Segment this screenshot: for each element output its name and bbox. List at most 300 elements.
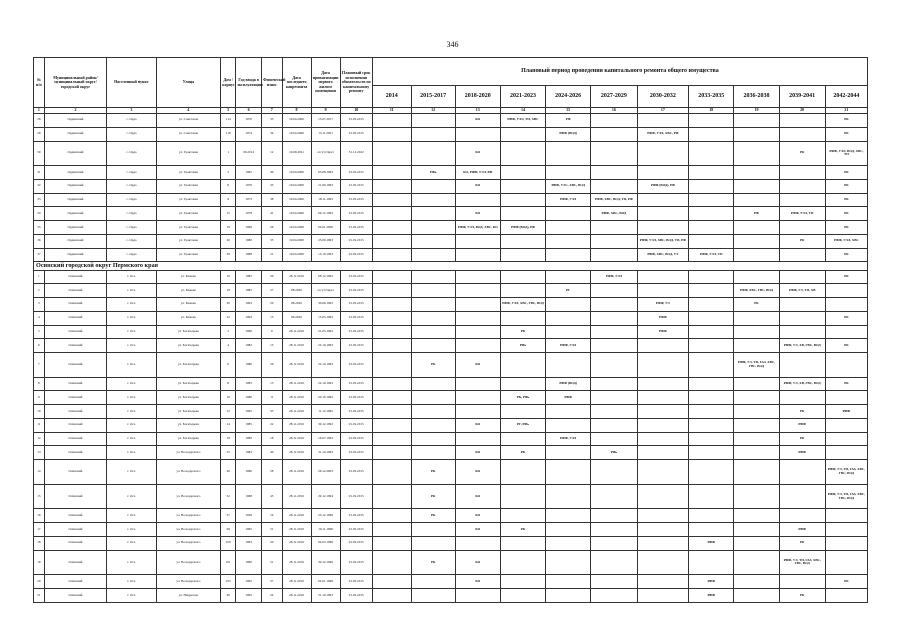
period-cell-2021-2023 (500, 536, 545, 550)
period-cell-2021-2023 (500, 575, 545, 589)
period-cell-2014 (372, 127, 411, 141)
period-cell-2030-2032 (637, 284, 689, 298)
period-cell-2042-2044 (825, 391, 867, 405)
column-number: 17 (637, 108, 689, 114)
column-number: 16 (591, 108, 637, 114)
settlement: г. Оса (107, 418, 156, 432)
period-cell-2015-2017 (411, 311, 455, 325)
period-cell-2042-2044: РК (825, 193, 867, 207)
year-built: 1985 (236, 270, 262, 284)
period-cell-2036-2038 (734, 460, 779, 485)
municipality: Ординский (44, 221, 106, 235)
period-cell-2027-2029 (591, 509, 637, 523)
period-cell-2021-2023: РК (500, 446, 545, 460)
column-number: 18 (689, 108, 734, 114)
municipality: Ординский (44, 179, 106, 193)
period-cell-2015-2017 (411, 589, 455, 603)
period-cell-2024-2026: РФФ (546, 391, 591, 405)
row-number: 9 (34, 391, 45, 405)
last-repair-date: 08.2020 (282, 298, 311, 312)
period-cell-2018-2020 (455, 234, 500, 248)
row-number: 29 (34, 127, 45, 141)
house: 99 (221, 523, 236, 537)
period-cell-2027-2029: РФФ, ХВС, ВОД, ТП, РФ (591, 193, 637, 207)
period-cell-2021-2023 (500, 509, 545, 523)
period-cell-2030-2032: РФФ, ХВС, ВОД, УЭ (637, 248, 689, 262)
period-cell-2030-2032 (637, 523, 689, 537)
period-cell-2039-2041 (779, 127, 825, 141)
municipality: Осинский (44, 575, 106, 589)
period-cell-2018-2020: КО (455, 575, 500, 589)
period-cell-2039-2041 (779, 193, 825, 207)
period-cell-2033-2035 (689, 432, 734, 446)
period-cell-2039-2041 (779, 325, 825, 339)
period-cell-2021-2023: РК (500, 325, 545, 339)
period-cell-2014 (372, 446, 411, 460)
row-number: 34 (34, 207, 45, 221)
period-cell-2036-2038 (734, 523, 779, 537)
wear: 29 (262, 298, 282, 312)
privatization-date: 22.10.1993 (311, 339, 340, 353)
planned-term: 01.02.2015 (340, 432, 372, 446)
planned-term: 01.02.2015 (340, 311, 372, 325)
period-cell-2039-2041 (779, 221, 825, 235)
last-repair-date: 28.11.2016 (282, 589, 311, 603)
period-cell-2030-2032: РФФ (637, 325, 689, 339)
planned-term: 31.12.2022 (340, 141, 372, 166)
period-cell-2015-2017: РФь (411, 166, 455, 180)
period-cell-2018-2020: КО (455, 446, 500, 460)
municipality: Ординский (44, 127, 106, 141)
settlement: г. Оса (107, 550, 156, 575)
period-cell-2033-2035 (689, 377, 734, 391)
header-street: Улица (156, 58, 221, 108)
period-cell-2036-2038 (734, 391, 779, 405)
house: 105 (221, 575, 236, 589)
last-repair-date: 28.11.2016 (282, 550, 311, 575)
period-cell-2018-2020 (455, 270, 500, 284)
period-cell-2039-2041 (779, 298, 825, 312)
period-cell-2015-2017 (411, 207, 455, 221)
table-row (34, 589, 868, 603)
period-cell-2030-2032 (637, 432, 689, 446)
period-cell-2033-2035 (689, 405, 734, 419)
header-year-3: 2021-2023 (500, 86, 545, 108)
table-row (34, 391, 868, 405)
column-number: 3 (107, 108, 156, 114)
street: ул. Володарского (156, 460, 221, 485)
period-cell-2039-2041: РК (779, 405, 825, 419)
period-cell-2024-2026 (546, 166, 591, 180)
privatization-date: 08.12.1992 (311, 270, 340, 284)
street: ул. Володарского (156, 575, 221, 589)
table-row (34, 298, 868, 312)
period-cell-2039-2041: РК (779, 432, 825, 446)
period-cell-2015-2017: РК (411, 353, 455, 378)
planned-term: 01.02.2015 (340, 446, 372, 460)
period-cell-2015-2017 (411, 127, 455, 141)
municipality: Осинский (44, 405, 106, 419)
street: ул. Володарского (156, 509, 221, 523)
period-cell-2027-2029 (591, 179, 637, 193)
privatization-date: 26.12.2003 (311, 460, 340, 485)
privatization-date: 20.10.1992 (311, 391, 340, 405)
period-cell-2033-2035 (689, 446, 734, 460)
period-cell-2018-2020: КО (455, 550, 500, 575)
period-cell-2042-2044 (825, 589, 867, 603)
period-cell-2036-2038 (734, 221, 779, 235)
period-cell-2033-2035 (689, 193, 734, 207)
last-repair-date: 28.11.2016 (282, 460, 311, 485)
period-cell-2014 (372, 575, 411, 589)
street: ул. Богатырева (156, 432, 221, 446)
municipality: Осинский (44, 377, 106, 391)
period-cell-2024-2026 (546, 298, 591, 312)
period-cell-2039-2041 (779, 114, 825, 128)
period-cell-2042-2044: РК (825, 127, 867, 141)
wear: 13 (262, 339, 282, 353)
period-cell-2033-2035 (689, 509, 734, 523)
settlement: с. Орда (107, 234, 156, 248)
wear: 9 (262, 325, 282, 339)
street: ул. Бажова (156, 298, 221, 312)
period-cell-2014 (372, 179, 411, 193)
planned-term: 01.02.2015 (340, 179, 372, 193)
privatization-date: 10.11.1996 (311, 523, 340, 537)
column-number: 1 (34, 108, 45, 114)
year-built: 1993 (236, 298, 262, 312)
period-cell-2018-2020: КО, РФФ, УЭЛ, РФ (455, 166, 500, 180)
street: ул. Трактовая (156, 207, 221, 221)
period-cell-2027-2029 (591, 418, 637, 432)
period-cell-2015-2017 (411, 536, 455, 550)
planned-term: 01.02.2015 (340, 536, 372, 550)
header-number: № п/п (34, 58, 45, 108)
house: 15 (221, 207, 236, 221)
year-built: 1980 (236, 234, 262, 248)
period-cell-2039-2041 (779, 484, 825, 509)
period-cell-2024-2026: РФФ, УЭС, ХВС, ВОД (546, 179, 591, 193)
header-last-repair: Дата последнего капремонта (282, 58, 311, 108)
house: 16 (221, 270, 236, 284)
row-number: 1 (34, 270, 45, 284)
planned-term: 01.02.2015 (340, 298, 372, 312)
period-cell-2014 (372, 311, 411, 325)
period-cell-2042-2044 (825, 446, 867, 460)
house: 10 (221, 391, 236, 405)
row-number: 19 (34, 550, 45, 575)
period-cell-2033-2035 (689, 325, 734, 339)
period-cell-2030-2032 (637, 339, 689, 353)
street: ул. Трактовая (156, 193, 221, 207)
privatization-date: отсутствует (311, 141, 340, 166)
table-row (34, 311, 868, 325)
period-cell-2014 (372, 325, 411, 339)
period-cell-2027-2029 (591, 325, 637, 339)
table-row (34, 141, 868, 166)
period-cell-2042-2044 (825, 298, 867, 312)
row-number: 35 (34, 221, 45, 235)
column-number: 7 (262, 108, 282, 114)
settlement: г. Оса (107, 311, 156, 325)
municipality: Ординский (44, 141, 106, 166)
period-cell-2030-2032 (637, 484, 689, 509)
wear: 33 (262, 179, 282, 193)
period-cell-2018-2020 (455, 391, 500, 405)
period-cell-2036-2038: РК (734, 298, 779, 312)
period-cell-2021-2023 (500, 353, 545, 378)
last-repair-date: 28.11.2016 (282, 391, 311, 405)
planned-term: 01.02.2015 (340, 166, 372, 180)
privatization-date: 18.11.1993 (311, 193, 340, 207)
period-cell-2042-2044 (825, 509, 867, 523)
municipality: Ординский (44, 166, 106, 180)
period-cell-2027-2029 (591, 550, 637, 575)
period-cell-2042-2044 (825, 550, 867, 575)
row-number: 12 (34, 432, 45, 446)
row-number: 4 (34, 311, 45, 325)
street: ул. Володарского (156, 484, 221, 509)
period-cell-2014 (372, 405, 411, 419)
period-cell-2039-2041: РК (779, 536, 825, 550)
last-repair-date: 28.11.2016 (282, 377, 311, 391)
period-cell-2018-2020: КО (455, 353, 500, 378)
year-built: 1965 (236, 405, 262, 419)
period-cell-2024-2026 (546, 484, 591, 509)
house: 8 (221, 179, 236, 193)
period-cell-2027-2029 (591, 377, 637, 391)
wear: 34 (262, 127, 282, 141)
house: 57 (221, 509, 236, 523)
wear: 38 (262, 193, 282, 207)
table-row (34, 405, 868, 419)
row-number: 36 (34, 234, 45, 248)
period-cell-2024-2026 (546, 248, 591, 262)
period-cell-2039-2041: РФФ, УЭ, ХВ, ГВС, ВОД (779, 377, 825, 391)
street: ул. Богатырева (156, 391, 221, 405)
settlement: г. Оса (107, 377, 156, 391)
municipality: Осинский (44, 589, 106, 603)
header-privatization: Дата приватизации первого жилого помещения (311, 58, 340, 108)
period-cell-2042-2044: РК (825, 207, 867, 221)
year-built: 1988 (236, 248, 262, 262)
year-built: 1980 (236, 391, 262, 405)
period-cell-2036-2038 (734, 339, 779, 353)
period-cell-2014 (372, 523, 411, 537)
period-cell-2027-2029 (591, 575, 637, 589)
period-cell-2030-2032: РФФ, УЭ (637, 298, 689, 312)
year-built: 1960 (236, 550, 262, 575)
period-cell-2024-2026: РФФ (ВОД) (546, 377, 591, 391)
period-cell-2018-2020 (455, 325, 500, 339)
period-cell-2014 (372, 509, 411, 523)
planned-term: 01.02.2015 (340, 270, 372, 284)
period-cell-2021-2023: РГ, РФь (500, 418, 545, 432)
wear: 43 (262, 484, 282, 509)
period-cell-2042-2044: РК (825, 575, 867, 589)
planned-term: 01.02.2015 (340, 550, 372, 575)
period-cell-2033-2035 (689, 127, 734, 141)
period-cell-2015-2017 (411, 114, 455, 128)
municipality: Ординский (44, 234, 106, 248)
period-cell-2036-2038 (734, 405, 779, 419)
planned-term: 01.02.2015 (340, 391, 372, 405)
period-cell-2018-2020 (455, 589, 500, 603)
period-cell-2030-2032 (637, 589, 689, 603)
period-cell-2027-2029: РФь (591, 446, 637, 460)
column-number: 13 (455, 108, 500, 114)
wear: 35 (262, 405, 282, 419)
period-cell-2036-2038 (734, 432, 779, 446)
period-cell-2024-2026 (546, 221, 591, 235)
period-cell-2015-2017: РК (411, 460, 455, 485)
year-built: 1965 (236, 523, 262, 537)
house: 18 (221, 432, 236, 446)
planned-term: 01.02.2015 (340, 484, 372, 509)
period-cell-2014 (372, 353, 411, 378)
last-repair-date: 28.11.2016 (282, 575, 311, 589)
period-cell-2030-2032 (637, 166, 689, 180)
header-year-5: 2027-2029 (591, 86, 637, 108)
period-cell-2014 (372, 550, 411, 575)
settlement: с. Орда (107, 127, 156, 141)
period-cell-2030-2032 (637, 460, 689, 485)
planned-term: 01.02.2015 (340, 234, 372, 248)
wear: 41 (262, 207, 282, 221)
period-cell-2024-2026: РФ (546, 114, 591, 128)
period-cell-2039-2041 (779, 391, 825, 405)
period-cell-2021-2023 (500, 166, 545, 180)
table-row (34, 114, 868, 128)
year-built: 1989 (236, 432, 262, 446)
house: 52 (221, 484, 236, 509)
year-built: 06.2014 (236, 141, 262, 166)
period-cell-2042-2044: РК (825, 114, 867, 128)
period-cell-2036-2038 (734, 179, 779, 193)
row-number: 32 (34, 179, 45, 193)
period-cell-2015-2017 (411, 221, 455, 235)
period-cell-2039-2041 (779, 166, 825, 180)
house: 9 (221, 193, 236, 207)
year-built: 1993 (236, 311, 262, 325)
period-cell-2014 (372, 418, 411, 432)
period-cell-2024-2026 (546, 509, 591, 523)
municipality: Осинский (44, 391, 106, 405)
header-house: Дом / корпус (221, 58, 236, 108)
wear: 49 (262, 166, 282, 180)
table-row (34, 460, 868, 485)
period-cell-2036-2038 (734, 509, 779, 523)
privatization-date: 21.09.1993 (311, 179, 340, 193)
period-cell-2033-2035 (689, 179, 734, 193)
period-cell-2027-2029 (591, 536, 637, 550)
period-cell-2039-2041 (779, 270, 825, 284)
period-cell-2027-2029 (591, 311, 637, 325)
planned-term: 01.02.2015 (340, 523, 372, 537)
period-cell-2018-2020: КО (455, 484, 500, 509)
section-row (34, 262, 868, 270)
year-built: 1969 (236, 221, 262, 235)
period-cell-2039-2041: РК (779, 589, 825, 603)
municipality: Осинский (44, 432, 106, 446)
last-repair-date: 28.11.2016 (282, 418, 311, 432)
period-cell-2030-2032: РФФ (ВОД), РФ (637, 179, 689, 193)
period-cell-2021-2023: РФФ, УЭЛ, ТП, ХВС (500, 114, 545, 128)
settlement: с. Орда (107, 179, 156, 193)
privatization-date: 21.05.1992 (311, 325, 340, 339)
period-cell-2014 (372, 536, 411, 550)
year-built: 1973 (236, 193, 262, 207)
period-cell-2030-2032 (637, 193, 689, 207)
period-cell-2018-2020: КО (455, 460, 500, 485)
period-cell-2021-2023 (500, 207, 545, 221)
row-number: 31 (34, 166, 45, 180)
privatization-date: 23.12.1996 (311, 509, 340, 523)
house: 6 (221, 353, 236, 378)
period-cell-2018-2020 (455, 298, 500, 312)
table-row (34, 325, 868, 339)
table-row (34, 432, 868, 446)
privatization-date: 22.10.1993 (311, 353, 340, 378)
period-cell-2042-2044: РФФ, УЭЛ, ВОД, ХВС, ТП (825, 141, 867, 166)
wear: 51 (262, 550, 282, 575)
municipality: Осинский (44, 460, 106, 485)
period-cell-2042-2044: РК (825, 311, 867, 325)
planned-term: 01.02.2015 (340, 418, 372, 432)
street: ул. Богатырева (156, 377, 221, 391)
period-cell-2033-2035 (689, 418, 734, 432)
settlement: с. Орда (107, 221, 156, 235)
year-built: 1968 (236, 484, 262, 509)
planned-term: 01.02.2015 (340, 509, 372, 523)
house: 28 (221, 248, 236, 262)
period-cell-2018-2020 (455, 405, 500, 419)
house: 114 (221, 114, 236, 128)
row-number: 30 (34, 141, 45, 166)
planned-term: 01.02.2015 (340, 248, 372, 262)
last-repair-date: 28.11.2016 (282, 523, 311, 537)
period-cell-2015-2017 (411, 298, 455, 312)
year-built: 1985 (236, 284, 262, 298)
period-cell-2036-2038 (734, 550, 779, 575)
column-number: 21 (825, 108, 867, 114)
period-cell-2021-2023 (500, 311, 545, 325)
house: 18 (221, 284, 236, 298)
column-number: 20 (779, 108, 825, 114)
last-repair-date: 19.04.2000 (282, 207, 311, 221)
table-row (34, 248, 868, 262)
settlement: г. Оса (107, 460, 156, 485)
period-cell-2018-2020 (455, 248, 500, 262)
period-cell-2018-2020 (455, 339, 500, 353)
house: 26 (221, 589, 236, 603)
row-number: 6 (34, 339, 45, 353)
period-cell-2033-2035 (689, 221, 734, 235)
row-number: 17 (34, 523, 45, 537)
last-repair-date: 28.11.2016 (282, 405, 311, 419)
period-cell-2036-2038 (734, 311, 779, 325)
period-cell-2042-2044: РК (825, 377, 867, 391)
period-cell-2039-2041 (779, 179, 825, 193)
street: ул. Богатырева (156, 405, 221, 419)
settlement: г. Оса (107, 353, 156, 378)
wear: 29 (262, 270, 282, 284)
column-number: 6 (236, 108, 262, 114)
period-cell-2036-2038 (734, 193, 779, 207)
privatization-date: отсутствует (311, 284, 340, 298)
period-cell-2030-2032 (637, 418, 689, 432)
settlement: г. Оса (107, 325, 156, 339)
